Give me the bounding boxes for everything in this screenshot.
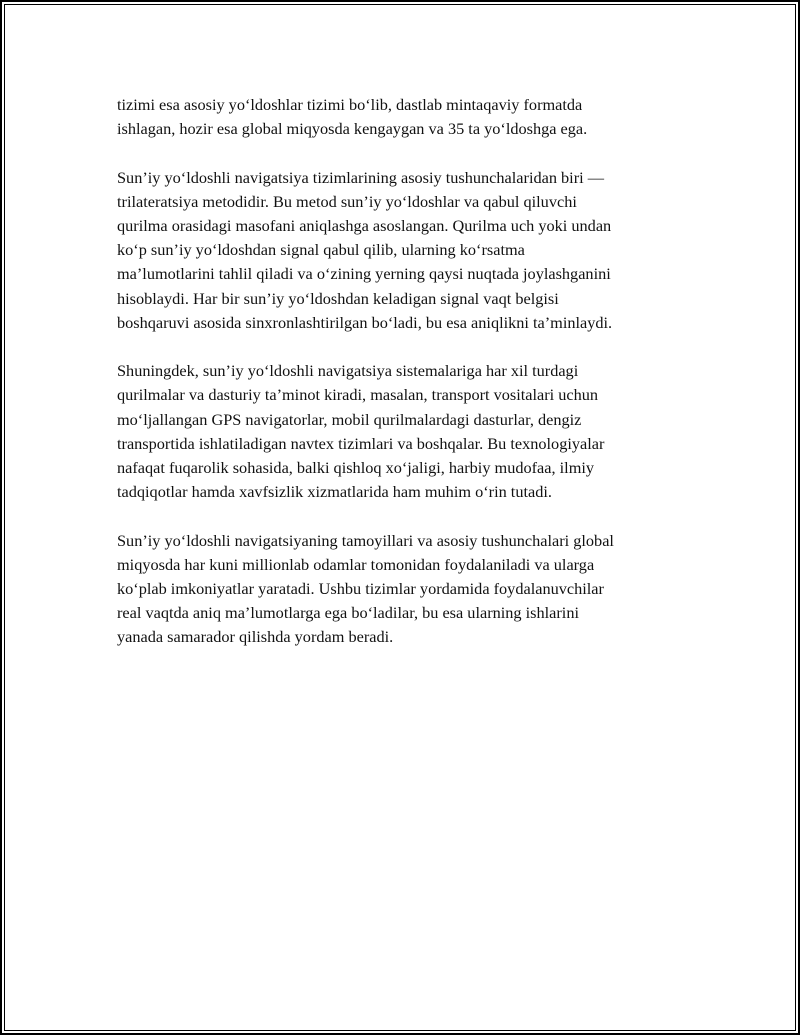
paragraph-1: tizimi esa asosiy yo‘ldoshlar tizimi bo‘lib, dastlab mintaqaviy formatda ishlagan, hozir esa global miqyosda kengaygan va 35 ta yo‘ldoshga ega. xyxy=(117,95,588,139)
document-body xyxy=(117,93,687,674)
paragraph-4: Sun’iy yo‘ldoshli navigatsiyaning tamoyillari va asosiy tushunchalari global miqyosda har kuni millionlab odamlar tomonidan foydalaniladi va ularga ko‘plab imkoniyatlar yaratadi. Ushbu tizimlar yordamida foydalanuvchilar real vaqtda aniq ma’lumotlarga ega bo‘ladilar, bu esa ularning ishlarini yanada samarador qilishda yordam beradi. xyxy=(117,530,614,647)
paragraph-3: Shuningdek, sun’iy yo‘ldoshli navigatsiya sistemalariga har xil turdagi qurilmalar va dasturiy ta’minot kiradi, masalan, transport vositalari uchun mo‘ljallangan GPS navigatorlar, mobil qurilmalardagi dasturlar, dengiz transportida ishlatiladigan navtex tizimlari va boshqalar. Bu texnologiyalar nafaqat fuqarolik sohasida, balki qishloq xo‘jaligi, harbiy mudofaa, ilmiy tadqiqotlar hamda xavfsizlik xizmatlarida ham muhim o‘rin tutadi. xyxy=(117,361,605,502)
paragraph-2: Sun’iy yo‘ldoshli navigatsiya tizimlarining asosiy tushunchalaridan biri — trilateratsiya metodidir. Bu metod sun’iy yo‘ldoshlar va qabul qiluvchi qurilma orasidagi masofani aniqlashga asoslangan. Qurilma uch yoki undan ko‘p sun’iy yo‘ldoshdan signal qabul qilib, ularning ko‘rsatma ma’lumotlarini tahlil qiladi va o‘zining yerning qaysi nuqtada joylashganini hisoblaydi. Har bir sun’iy yo‘ldoshdan keladigan signal vaqt belgisi boshqaruvi asosida sinxronlashtirilgan bo‘ladi, bu esa aniqlikni ta’minlaydi. xyxy=(117,167,613,332)
